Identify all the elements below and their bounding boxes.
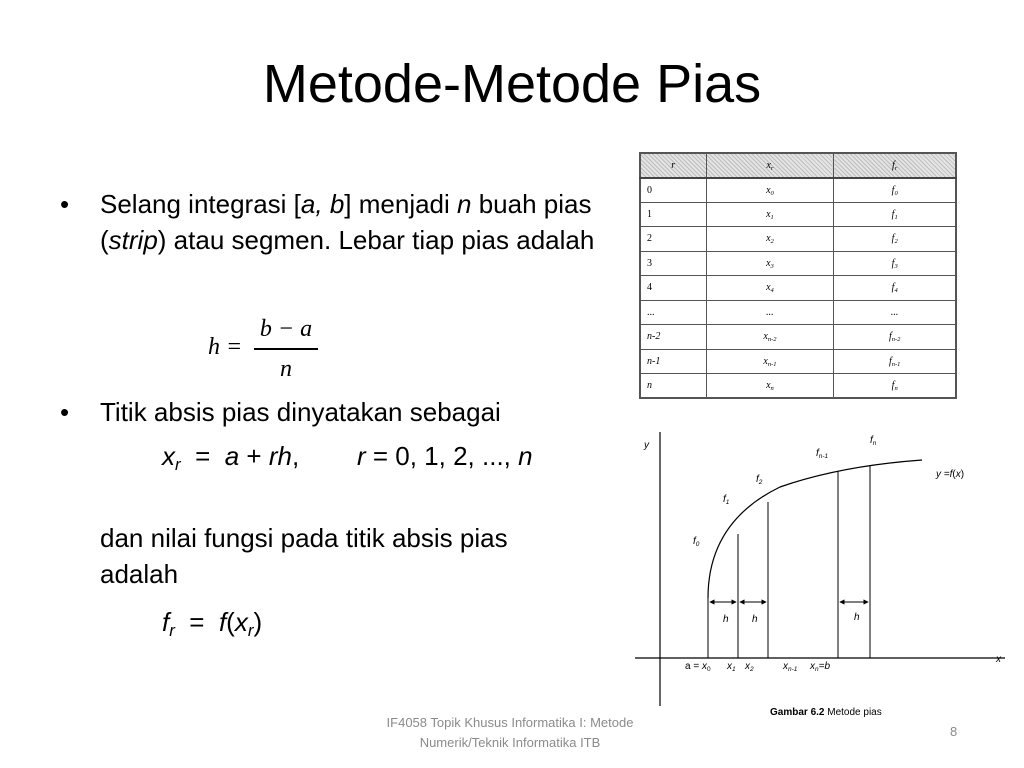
table-row	[640, 202, 956, 227]
cell-r: n-1	[640, 349, 706, 374]
header-text: f	[892, 159, 895, 171]
label-part: x	[955, 469, 961, 480]
term-strip: strip	[108, 225, 158, 255]
eq-token: =	[180, 441, 225, 471]
cell-f	[834, 300, 956, 325]
eq-token: x	[162, 441, 175, 471]
eq-gap	[299, 441, 357, 471]
cell-subscript: 2	[894, 238, 898, 246]
cell-text: x	[766, 257, 771, 269]
eq-subscript: r	[169, 621, 175, 641]
label-part: f	[693, 536, 696, 547]
cell-r: 4	[640, 276, 706, 301]
function-value-text: dan nilai fungsi pada titik absis pias	[100, 523, 508, 553]
page-number: 8	[950, 724, 958, 739]
fraction-bar	[254, 348, 318, 350]
x-axis-label: x	[996, 654, 1001, 665]
cell-f	[834, 374, 956, 399]
equation-fr	[162, 604, 262, 640]
curve-label	[936, 469, 964, 481]
var-a: a	[300, 189, 316, 219]
cell-text: f	[888, 355, 892, 367]
caption-text: Metode pias	[824, 707, 882, 718]
cell-f	[834, 251, 956, 276]
cell-r: 1	[640, 202, 706, 227]
eq-token: = 0, 1, 2, ...,	[365, 441, 519, 471]
cell-text: f	[891, 257, 895, 269]
cell-x	[706, 325, 834, 350]
cell-text: ...	[766, 306, 774, 318]
cell-subscript: 1	[770, 213, 774, 221]
formula-lhs: h =	[208, 334, 243, 360]
cell-subscript: n-2	[767, 336, 777, 344]
bullet-icon: •	[60, 397, 70, 427]
text-fragment: ,	[315, 189, 330, 219]
eq-subscript: r	[175, 455, 181, 475]
eq-token: a	[224, 441, 240, 471]
label-part: f	[949, 469, 953, 480]
header-subscript: r	[770, 164, 774, 172]
label-part: f	[723, 494, 726, 505]
cell-text: ...	[890, 306, 899, 318]
bullet-text: Titik absis pias dinyatakan sebagai	[100, 397, 501, 427]
label-part: y =	[936, 469, 950, 480]
cell-r: n	[640, 374, 706, 399]
label-sub: 2	[758, 478, 763, 486]
cell-subscript: 2	[770, 238, 774, 246]
cell-subscript: n-2	[891, 336, 901, 344]
cell-subscript: 3	[770, 262, 774, 270]
label-part: x	[810, 661, 815, 672]
eq-subscript: r	[247, 621, 254, 641]
tick-x2	[745, 661, 754, 673]
cell-text: x	[763, 331, 768, 343]
header-text: r	[671, 159, 676, 171]
var-n: n	[457, 189, 472, 219]
footer-line-1: IF4058 Topik Khusus Informatika I: Metode	[386, 715, 634, 730]
eq-token: f	[218, 607, 227, 637]
label-sub: 1	[732, 665, 736, 673]
cell-f	[834, 227, 956, 252]
cell-subscript: n-1	[891, 360, 901, 368]
header-subscript: r	[894, 164, 898, 172]
label-part: a =	[685, 661, 702, 672]
cell-text: x	[766, 208, 771, 220]
cell-subscript: n	[770, 384, 774, 392]
table-row	[640, 251, 956, 276]
label-part: (	[952, 469, 956, 480]
col-header-xr	[706, 153, 834, 178]
text-fragment: buah pias (	[100, 189, 592, 255]
cell-x	[706, 349, 834, 374]
strip-method-figure	[630, 432, 1010, 732]
label-sub: n	[815, 665, 819, 673]
cell-subscript: 4	[894, 287, 898, 295]
col-header-fr	[834, 153, 956, 178]
cell-text: x	[766, 380, 771, 391]
text-fragment: Selang integrasi [	[100, 189, 301, 219]
cell-f	[834, 178, 956, 203]
tick-xn-b	[810, 661, 830, 673]
cell-subscript: n-1	[767, 360, 777, 368]
tick-a-x0	[685, 661, 711, 673]
label-fn	[870, 435, 876, 447]
label-sub: 2	[750, 665, 754, 673]
eq-token: )	[253, 607, 263, 637]
cell-text: x	[766, 233, 771, 245]
table-row	[640, 300, 956, 325]
text-fragment: ) atau segmen. Lebar tiap pias adalah	[157, 225, 595, 255]
formula-h	[208, 314, 318, 390]
table-row	[640, 178, 956, 203]
bullet-icon: •	[60, 189, 70, 219]
formula-denominator: n	[280, 356, 292, 382]
cell-r: 2	[640, 227, 706, 252]
tick-x1	[727, 661, 736, 673]
cell-subscript: 4	[770, 287, 774, 295]
cell-text: x	[766, 184, 771, 196]
cell-f	[834, 276, 956, 301]
label-part: =b	[818, 661, 831, 672]
cell-text: x	[763, 355, 768, 367]
label-part: f	[756, 474, 759, 485]
col-header-r	[640, 153, 706, 178]
cell-text: f	[891, 282, 895, 294]
table-row	[640, 374, 956, 399]
formula-numerator: b − a	[259, 316, 313, 342]
label-f2	[756, 474, 762, 486]
cell-x	[706, 178, 834, 203]
cell-x	[706, 300, 834, 325]
eq-token: x	[234, 607, 248, 637]
cell-r: n-2	[640, 325, 706, 350]
var-b: b	[329, 189, 345, 219]
h-label-3: h	[854, 612, 860, 623]
table-header-row	[640, 153, 956, 178]
cell-f	[834, 202, 956, 227]
table-row	[640, 276, 956, 301]
tick-xn-1	[783, 661, 797, 673]
cell-f	[834, 349, 956, 374]
label-sub: n-1	[788, 665, 798, 673]
label-part: x	[701, 661, 707, 672]
label-part: x	[745, 661, 750, 672]
label-f0	[693, 536, 699, 548]
cell-text: f	[891, 208, 895, 220]
cell-text: f	[888, 331, 892, 343]
strip-table	[639, 152, 957, 399]
cell-x	[706, 374, 834, 399]
caption-bold: Gambar 6.2	[770, 707, 825, 718]
cell-r: ...	[640, 300, 706, 325]
cell-x	[706, 227, 834, 252]
cell-x	[706, 251, 834, 276]
cell-x	[706, 276, 834, 301]
eq-token: ,	[291, 441, 300, 471]
cell-r: 0	[640, 178, 706, 203]
label-f1	[723, 494, 729, 506]
cell-text: f	[891, 184, 895, 196]
table-row	[640, 227, 956, 252]
cell-subscript: 0	[894, 189, 898, 197]
label-part: f	[870, 435, 873, 446]
header-text: x	[766, 159, 771, 171]
label-fn-1	[816, 448, 828, 460]
eq-token: n	[518, 441, 533, 471]
eq-token: +	[239, 441, 269, 471]
label-sub: 0	[695, 540, 700, 548]
cell-subscript: 0	[770, 189, 774, 197]
eq-token: =	[174, 607, 219, 637]
footer	[340, 713, 680, 753]
curve-y-fx	[708, 460, 922, 598]
cell-x	[706, 202, 834, 227]
eq-token: r	[356, 441, 366, 471]
figure-caption	[770, 707, 882, 718]
h-label-2: h	[752, 614, 758, 625]
label-part: )	[960, 469, 965, 480]
text-fragment: ] menjadi	[344, 189, 458, 219]
cell-subscript: n	[894, 384, 898, 392]
label-sub: 1	[725, 498, 730, 506]
eq-token: (	[226, 607, 235, 637]
equation-xr	[162, 438, 533, 474]
cell-text: x	[766, 282, 771, 294]
cell-text: f	[891, 233, 895, 245]
label-part: x	[727, 661, 732, 672]
eq-token: rh	[268, 441, 292, 471]
cell-subscript: 1	[894, 213, 898, 221]
label-sub: n	[872, 439, 877, 447]
label-sub: n-1	[818, 452, 829, 460]
label-sub: 0	[706, 665, 711, 673]
bullet-text	[100, 186, 610, 258]
eq-token: f	[162, 607, 170, 637]
label-part: x	[783, 661, 788, 672]
h-label-1: h	[723, 614, 729, 625]
cell-r: 3	[640, 251, 706, 276]
cell-f	[834, 325, 956, 350]
cell-text: f	[891, 380, 895, 391]
slide-title: Metode-Metode Pias	[262, 54, 762, 114]
footer-line-2: Numerik/Teknik Informatika ITB	[419, 735, 601, 750]
function-value-text-2: adalah	[100, 559, 179, 589]
y-axis-label: y	[644, 440, 649, 451]
table-row	[640, 349, 956, 374]
label-part: f	[816, 448, 819, 459]
cell-subscript: 3	[894, 262, 898, 270]
table-row	[640, 325, 956, 350]
